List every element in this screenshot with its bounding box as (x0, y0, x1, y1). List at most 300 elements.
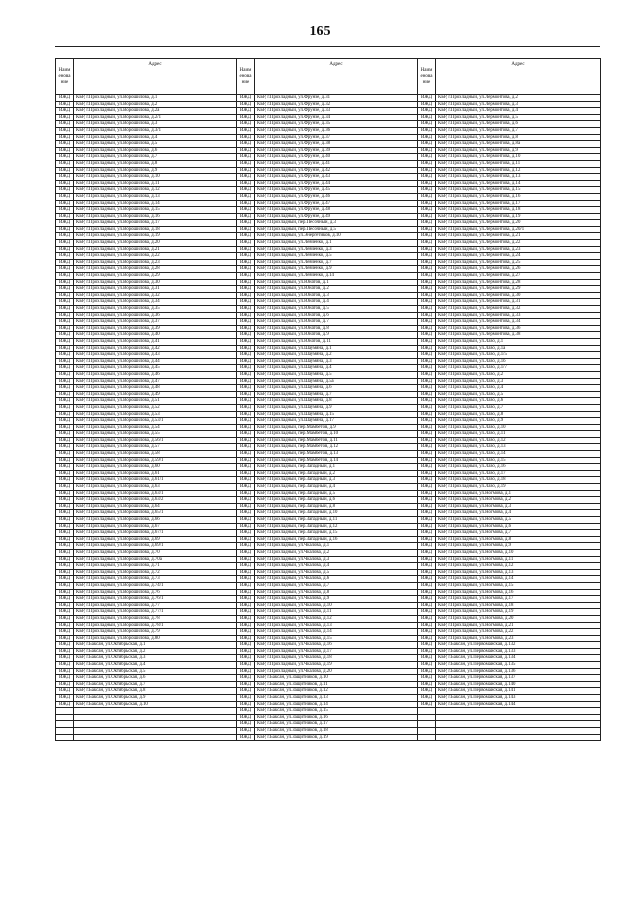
type-cell: ИЖД (237, 207, 255, 214)
address-cell: КБР, г.Прохладный, ул.Лермонтова, д.4 (436, 108, 601, 115)
address-cell: КБР, г.Прохладный, ул.Лазо, д.13 (436, 444, 601, 451)
address-cell: КБР, г.Баксан, ул.Защитников, д.14 (255, 701, 418, 708)
type-cell: ИЖД (56, 536, 74, 543)
type-cell: ИЖД (418, 121, 436, 128)
type-cell (418, 728, 436, 735)
table-row (56, 589, 601, 596)
address-cell: КБР, г.Прохладный, ул.Лазо, д.1 (436, 338, 601, 345)
address-cell: КБР, г.Прохладный, ул.Ворошилова, д.5 (74, 141, 237, 148)
address-header-2: Адрес (255, 59, 418, 95)
type-cell: ИЖД (56, 180, 74, 187)
address-cell: КБР, г.Прохладный, пер.Западный, д.11 (255, 517, 418, 524)
address-cell: КБР, г.Прохладный, ул.Лермонтова, д.31 (436, 299, 601, 306)
table-row (56, 609, 601, 616)
address-cell: КБР, г.Прохладный, ул.Лермонтова, д.13 (436, 174, 601, 181)
address-cell: КБР, г.Баксан, ул.Первомайская, д.141 (436, 688, 601, 695)
address-cell: КБР, г.Баксан, ул.Защитников, д.12 (255, 688, 418, 695)
address-cell: КБР, г.Прохладный, ул.Ногмова, д.1 (436, 490, 601, 497)
type-cell: ИЖД (418, 200, 436, 207)
address-cell: КБР, г.Прохладный, ул.Лермонтова, д.19 (436, 213, 601, 220)
address-cell: КБР, г.Прохладный, ул.Ногмова, д.14 (436, 576, 601, 583)
address-cell: КБР, г.Прохладный, ул.Ворошилова, д.67 (74, 523, 237, 530)
table-row (56, 517, 601, 524)
address-cell: КБР, г.Прохладный, ул.Лазо, д.18 (436, 477, 601, 484)
table-row (56, 497, 601, 504)
type-cell (56, 714, 74, 721)
type-cell: ИЖД (56, 576, 74, 583)
type-cell: ИЖД (56, 543, 74, 550)
table-row (56, 437, 601, 444)
type-cell: ИЖД (418, 523, 436, 530)
address-cell: КБР, г.Прохладный, ул.Ворошилова, д.40 (74, 332, 237, 339)
address-cell: КБР, г.Прохладный, ул.Ворошилова, д.54 (74, 424, 237, 431)
type-cell: ИЖД (237, 484, 255, 491)
address-cell: КБР, г.Баксан, ул.Защитников, д.11 (255, 681, 418, 688)
address-cell (74, 734, 237, 741)
address-cell: КБР, г.Баксан, ул.Первомайская, д.140 (436, 681, 601, 688)
table-row (56, 127, 601, 134)
address-cell: КБР, г.Прохладный, ул.Лермонтова, д.33 (436, 312, 601, 319)
address-cell: КБР, г.Прохладный, ул.Ворошилова, д.49 (74, 391, 237, 398)
address-cell: КБР, г.Прохладный, ул.Ворошилова, д.71 (74, 563, 237, 570)
type-cell: ИЖД (237, 543, 255, 550)
type-cell: ИЖД (237, 114, 255, 121)
address-cell: КБР, г.Прохладный, ул.Ворошилова, д.44 (74, 358, 237, 365)
address-header-3: Адрес (436, 59, 601, 95)
address-cell: КБР, г.Прохладный, ул.Чкалова, д.19 (255, 662, 418, 669)
address-cell: КБР, г.Прохладный, ул.Шаумяна, д.6 (255, 385, 418, 392)
table-row (56, 484, 601, 491)
address-cell: КБР, г.Прохладный, пер.Западный, д.12 (255, 523, 418, 530)
type-cell: ИЖД (56, 134, 74, 141)
address-cell: КБР, г.Прохладный, ул.Ногмова, д.12 (436, 563, 601, 570)
type-cell: ИЖД (237, 160, 255, 167)
address-cell: КБР, г.Баксан, ул.Октябрьская, д.3 (74, 655, 237, 662)
type-cell: ИЖД (237, 213, 255, 220)
table-row (56, 286, 601, 293)
address-cell: КБР, г.Прохладный, ул.Лазо, д.1а (436, 345, 601, 352)
table-row (56, 596, 601, 603)
type-cell: ИЖД (418, 160, 436, 167)
type-cell: ИЖД (237, 582, 255, 589)
type-cell: ИЖД (237, 345, 255, 352)
address-cell: КБР, г.Прохладный, ул.Чкалова, д.14 (255, 629, 418, 636)
table-row (56, 615, 601, 622)
type-cell: ИЖД (56, 503, 74, 510)
type-cell: ИЖД (237, 306, 255, 313)
table-row (56, 622, 601, 629)
address-cell: КБР, г.Прохладный, пер.Мамбетов, д.10 (255, 431, 418, 438)
address-cell: КБР, г.Прохладный, ул.Лермонтова, д.26 (436, 266, 601, 273)
type-cell: ИЖД (237, 167, 255, 174)
address-cell: КБР, г.Баксан, ул.Октябрьская, д.10 (74, 701, 237, 708)
table-row (56, 549, 601, 556)
address-cell: КБР, г.Прохладный, ул.Фрунзе, д.42 (255, 167, 418, 174)
table-row (56, 95, 601, 102)
address-cell: КБР, г.Прохладный, ул.Юнатов, д.5 (255, 306, 418, 313)
table-row (56, 167, 601, 174)
address-cell: КБР, г.Прохладный, ул.Лазо, д.19 (436, 484, 601, 491)
address-cell: КБР, г.Баксан, ул.Защитников, д.16 (255, 714, 418, 721)
address-cell: КБР, г.Прохладный, ул.Лермонтова, д.32 (436, 306, 601, 313)
address-cell: КБР, г.Прохладный, ул.Энергетиков, д.10 (255, 233, 418, 240)
type-cell: ИЖД (237, 338, 255, 345)
table-row (56, 200, 601, 207)
type-cell: ИЖД (237, 391, 255, 398)
type-cell: ИЖД (418, 338, 436, 345)
type-cell: ИЖД (56, 411, 74, 418)
address-cell: КБР, г.Баксан, ул.Защитников, д.15 (255, 708, 418, 715)
type-cell: ИЖД (56, 444, 74, 451)
address-cell: КБР, г.Прохладный, ул.Лазо, д.14 (436, 451, 601, 458)
type-cell: ИЖД (56, 207, 74, 214)
address-cell: КБР, г.Прохладный, ул.Фрунзе, д.32 (255, 101, 418, 108)
type-cell: ИЖД (418, 147, 436, 154)
type-cell: ИЖД (237, 220, 255, 227)
address-cell: КБР, г.Прохладный, ул.Лазо, д.1/5 (436, 352, 601, 359)
table-row (56, 299, 601, 306)
address-cell: КБР, г.Прохладный, ул.Фрунзе, д.38 (255, 141, 418, 148)
type-cell: ИЖД (56, 464, 74, 471)
type-cell: ИЖД (418, 668, 436, 675)
address-header-1: Адрес (74, 59, 237, 95)
address-cell: КБР, г.Прохладный, ул.Юнатов, д.4 (255, 299, 418, 306)
address-cell: КБР, г.Прохладный, ул.Лермонтова, д.30 (436, 292, 601, 299)
address-cell: КБР, г.Прохладный, ул.Юнатов, д.3 (255, 292, 418, 299)
address-cell: КБР, г.Прохладный, ул.Лермонтова, д.28 (436, 279, 601, 286)
address-cell (74, 728, 237, 735)
table-row (56, 213, 601, 220)
address-cell: КБР, г.Прохладный, ул.Ногмова, д.5 (436, 517, 601, 524)
type-cell: ИЖД (237, 629, 255, 636)
address-cell: КБР, г.Прохладный, ул.Лермонтова, д.18 (436, 207, 601, 214)
address-cell: КБР, г.Прохладный, ул.Лермонтова, д.15 (436, 187, 601, 194)
address-cell: КБР, г.Прохладный, ул.Ворошилова, д.4 (74, 134, 237, 141)
type-cell: ИЖД (56, 345, 74, 352)
type-cell: ИЖД (418, 352, 436, 359)
type-cell: ИЖД (418, 444, 436, 451)
type-cell: ИЖД (418, 127, 436, 134)
address-cell: КБР, г.Прохладный, ул.Ворошилова, д.76/1 (74, 596, 237, 603)
table-row (56, 220, 601, 227)
table-row (56, 431, 601, 438)
type-cell: ИЖД (237, 437, 255, 444)
address-cell: КБР, г.Баксан, ул.Защитников, д.19 (255, 734, 418, 741)
type-cell: ИЖД (56, 266, 74, 273)
type-cell: ИЖД (56, 114, 74, 121)
address-cell: КБР, г.Прохладный, ул.Ногмова, д.17 (436, 596, 601, 603)
type-cell: ИЖД (418, 576, 436, 583)
address-cell: КБР, г.Прохладный, ул.Лермонтова, д.14 (436, 180, 601, 187)
type-cell: ИЖД (56, 141, 74, 148)
address-cell: КБР, г.Прохладный, ул.Ногмова, д.18 (436, 602, 601, 609)
table-row (56, 523, 601, 530)
type-cell: ИЖД (418, 497, 436, 504)
type-cell: ИЖД (418, 543, 436, 550)
type-cell: ИЖД (237, 569, 255, 576)
address-cell: КБР, г.Прохладный, ул.Юнатов, д.2 (255, 286, 418, 293)
address-cell: КБР, г.Прохладный, ул.Лермонтова, д.9 (436, 147, 601, 154)
table-row (56, 695, 601, 702)
address-cell: КБР, г.Прохладный, ул.Левченко, д.7 (255, 259, 418, 266)
type-cell: ИЖД (56, 167, 74, 174)
address-cell: КБР, г.Баксан, ул.Первомайская, д.143 (436, 695, 601, 702)
type-cell: ИЖД (56, 127, 74, 134)
type-cell (56, 708, 74, 715)
type-cell: ИЖД (237, 286, 255, 293)
table-row (56, 629, 601, 636)
address-cell: КБР, г.Прохладный, ул.Ногмова, д.15 (436, 582, 601, 589)
address-cell: КБР, г.Прохладный, ул.Ворошилова, д.14 (74, 200, 237, 207)
address-cell: КБР, г.Прохладный, ул.Лермонтова, д.29 (436, 286, 601, 293)
address-cell: КБР, г.Прохладный, ул.Лазо, д.4 (436, 385, 601, 392)
type-cell: ИЖД (237, 510, 255, 517)
type-cell: ИЖД (418, 563, 436, 570)
type-cell: ИЖД (237, 431, 255, 438)
table-row (56, 154, 601, 161)
type-header-1: Наим енова ние (56, 59, 74, 95)
type-cell: ИЖД (418, 635, 436, 642)
table-row (56, 332, 601, 339)
type-cell: ИЖД (56, 385, 74, 392)
address-cell: КБР, г.Прохладный, ул.Ворошилова, д.63/2 (74, 497, 237, 504)
address-cell: КБР, г.Прохладный, пер.Западный, д.15 (255, 530, 418, 537)
type-cell: ИЖД (56, 240, 74, 247)
address-cell: КБР, г.Прохладный, ул.Шаумяна, д.2 (255, 352, 418, 359)
address-cell (436, 721, 601, 728)
type-cell: ИЖД (237, 127, 255, 134)
address-cell: КБР, г.Прохладный, ул.Лермонтова, д.25 (436, 259, 601, 266)
table-row (56, 345, 601, 352)
type-cell: ИЖД (418, 95, 436, 102)
type-cell: ИЖД (56, 477, 74, 484)
type-cell: ИЖД (56, 470, 74, 477)
address-cell: КБР, г.Прохладный, ул.Чкалова, д.16 (255, 642, 418, 649)
address-cell: КБР, г.Баксан, ул.Защитников, д.18 (255, 728, 418, 735)
table-row (56, 273, 601, 280)
address-cell: КБР, г.Прохладный, ул.Ворошилова, д.31 (74, 286, 237, 293)
type-cell: ИЖД (237, 95, 255, 102)
address-cell: КБР, г.Прохладный, ул.Ворошилова, д.16 (74, 213, 237, 220)
address-cell: КБР, г.Прохладный, ул.Лермонтова, д.36 (436, 325, 601, 332)
address-cell: КБР, г.Прохладный, ул.Лермонтова, д.20/1 (436, 226, 601, 233)
type-cell: ИЖД (56, 306, 74, 313)
type-cell: ИЖД (237, 332, 255, 339)
type-cell: ИЖД (237, 602, 255, 609)
table-row (56, 503, 601, 510)
type-cell: ИЖД (418, 259, 436, 266)
address-cell: КБР, г.Прохладный, пер.Западный, д.1 (255, 464, 418, 471)
type-cell: ИЖД (418, 642, 436, 649)
type-cell: ИЖД (237, 398, 255, 405)
address-cell: КБР, г.Прохладный, ул.Лермонтова, д.21 (436, 233, 601, 240)
type-cell: ИЖД (56, 431, 74, 438)
type-cell: ИЖД (56, 602, 74, 609)
address-cell: КБР, г.Прохладный, ул.Ворошилова, д.12 (74, 187, 237, 194)
table-row (56, 114, 601, 121)
address-cell: КБР, г.Прохладный, ул.Ногмова, д.11 (436, 556, 601, 563)
type-cell: ИЖД (56, 352, 74, 359)
type-cell: ИЖД (418, 655, 436, 662)
type-cell: ИЖД (56, 391, 74, 398)
table-row (56, 688, 601, 695)
address-cell: КБР, г.Прохладный, ул.Лазо, д.10 (436, 424, 601, 431)
address-cell: КБР, г.Прохладный, ул.Чкалова, д.17 (255, 648, 418, 655)
type-cell: ИЖД (56, 418, 74, 425)
address-cell: КБР, г.Прохладный, ул.Ногмова, д.3 (436, 503, 601, 510)
type-cell: ИЖД (56, 358, 74, 365)
table-row (56, 147, 601, 154)
type-cell: ИЖД (237, 464, 255, 471)
table-row (56, 266, 601, 273)
type-cell: ИЖД (237, 134, 255, 141)
table-row (56, 226, 601, 233)
address-cell: КБР, г.Прохладный, ул.Лазо, д.11 (436, 431, 601, 438)
type-cell: ИЖД (56, 312, 74, 319)
type-cell: ИЖД (56, 642, 74, 649)
address-cell: КБР, г.Баксан, ул.Октябрьская, д.7 (74, 681, 237, 688)
type-cell: ИЖД (56, 655, 74, 662)
type-cell: ИЖД (56, 101, 74, 108)
address-cell: КБР, г.Прохладный, ул.Ворошилова, д.61 (74, 470, 237, 477)
type-cell: ИЖД (418, 371, 436, 378)
type-cell: ИЖД (56, 517, 74, 524)
address-cell (74, 721, 237, 728)
type-cell: ИЖД (56, 187, 74, 194)
table-row (56, 714, 601, 721)
type-cell: ИЖД (418, 701, 436, 708)
type-cell: ИЖД (418, 391, 436, 398)
address-cell: КБР, г.Прохладный, ул.Фрунзе, д.37 (255, 134, 418, 141)
type-cell (418, 708, 436, 715)
table-row (56, 675, 601, 682)
type-cell: ИЖД (237, 470, 255, 477)
type-cell: ИЖД (237, 226, 255, 233)
address-cell: КБР, г.Прохладный, ул.Ворошилова, д.78/1 (74, 622, 237, 629)
table-row (56, 582, 601, 589)
type-cell: ИЖД (237, 622, 255, 629)
table-row (56, 668, 601, 675)
type-cell: ИЖД (418, 312, 436, 319)
type-cell: ИЖД (56, 622, 74, 629)
type-cell: ИЖД (237, 246, 255, 253)
address-cell: КБР, г.Прохладный, ул.Левченко, д.1 (255, 240, 418, 247)
type-cell: ИЖД (418, 141, 436, 148)
type-cell: ИЖД (237, 556, 255, 563)
type-cell: ИЖД (418, 365, 436, 372)
address-cell: КБР, г.Баксан, ул.Октябрьская, д.2 (74, 648, 237, 655)
type-cell: ИЖД (237, 609, 255, 616)
address-cell: КБР, г.Прохладный, ул.Ворошилова, д.74/1 (74, 582, 237, 589)
address-cell: КБР, г.Прохладный, ул.Фрунзе, д.31 (255, 95, 418, 102)
address-cell: КБР, г.Прохладный, ул.Чкалова, д.10 (255, 602, 418, 609)
type-cell: ИЖД (237, 180, 255, 187)
address-cell: КБР, г.Прохладный, ул.Чкалова, д.5 (255, 569, 418, 576)
type-cell: ИЖД (237, 701, 255, 708)
table-row (56, 134, 601, 141)
type-cell: ИЖД (237, 497, 255, 504)
type-cell: ИЖД (56, 695, 74, 702)
table-row (56, 563, 601, 570)
type-cell: ИЖД (56, 108, 74, 115)
type-cell: ИЖД (56, 213, 74, 220)
address-cell: КБР, г.Прохладный, ул.Ворошилова, д.7 (74, 154, 237, 161)
type-cell: ИЖД (56, 253, 74, 260)
type-cell: ИЖД (56, 246, 74, 253)
type-cell: ИЖД (56, 398, 74, 405)
type-cell: ИЖД (418, 220, 436, 227)
table-row (56, 576, 601, 583)
type-cell: ИЖД (418, 589, 436, 596)
type-cell: ИЖД (237, 681, 255, 688)
address-cell: КБР, г.Баксан, ул.Октябрьская, д.6 (74, 675, 237, 682)
table-row (56, 655, 601, 662)
table-row (56, 536, 601, 543)
address-cell: КБР, г.Прохладный, пер.Мамбетов, д.14 (255, 457, 418, 464)
address-cell: КБР, г.Прохладный, ул.Лермонтова, д.3 (436, 101, 601, 108)
address-cell: КБР, г.Прохладный, ул.Ворошилова, д.53/1 (74, 418, 237, 425)
type-cell: ИЖД (56, 569, 74, 576)
type-cell: ИЖД (56, 95, 74, 102)
address-cell: КБР, г.Прохладный, ул.Ворошилова, д.59/1 (74, 457, 237, 464)
address-cell: КБР, г.Прохладный, ул.Юнатов, д.6 (255, 312, 418, 319)
type-cell: ИЖД (237, 121, 255, 128)
type-cell: ИЖД (418, 695, 436, 702)
address-cell: КБР, г.Прохладный, пер.Западный, д.4 (255, 484, 418, 491)
type-cell: ИЖД (237, 273, 255, 280)
address-cell: КБР, г.Прохладный, ул.Ворошилова, д.10 (74, 174, 237, 181)
type-cell: ИЖД (237, 193, 255, 200)
type-cell: ИЖД (418, 319, 436, 326)
address-cell: КБР, г.Баксан, ул.Защитников, д.10 (255, 675, 418, 682)
table-row (56, 391, 601, 398)
address-cell: КБР, г.Прохладный, ул.Чкалова, д.15 (255, 635, 418, 642)
address-cell: КБР, г.Прохладный, ул.Лазо, д.6 (436, 398, 601, 405)
address-cell: КБР, г.Прохладный, ул.Ногмова, д.2 (436, 497, 601, 504)
address-cell: КБР, г.Прохладный, ул.Лазо, д.8 (436, 411, 601, 418)
address-cell: КБР, г.Прохладный, ул.Ворошилова, д.34 (74, 299, 237, 306)
address-cell: КБР, г.Баксан, ул.Октябрьская, д.8 (74, 688, 237, 695)
address-cell: КБР, г.Прохладный, ул.Ворошилова, д.78 (74, 615, 237, 622)
type-cell: ИЖД (418, 187, 436, 194)
table-row (56, 141, 601, 148)
address-cell: КБР, г.Баксан, ул.Октябрьская, д.9 (74, 695, 237, 702)
type-cell: ИЖД (237, 279, 255, 286)
type-cell: ИЖД (56, 668, 74, 675)
address-cell: КБР, г.Прохладный, ул.Ворошилова, д.70 (74, 549, 237, 556)
type-cell: ИЖД (418, 154, 436, 161)
type-cell: ИЖД (237, 642, 255, 649)
type-header-2: Наим енова ние (237, 59, 255, 95)
address-cell: КБР, г.Прохладный, ул.Чкалова, д.18 (255, 655, 418, 662)
address-cell: КБР, г.Прохладный, ул.Фрунзе, д.49 (255, 213, 418, 220)
address-cell: КБР, г.Прохладный, ул.Шаумяна, д.4 (255, 365, 418, 372)
type-cell: ИЖД (418, 582, 436, 589)
type-cell: ИЖД (418, 615, 436, 622)
address-cell: КБР, г.Баксан, ул.Защитников, д.17 (255, 721, 418, 728)
table-row (56, 193, 601, 200)
type-cell: ИЖД (56, 226, 74, 233)
type-cell: ИЖД (237, 734, 255, 741)
table-row (56, 708, 601, 715)
address-cell: КБР, г.Прохладный, ул.Чкалова, д.7 (255, 582, 418, 589)
address-cell: КБР, г.Прохладный, ул.Ворошилова, д.65/1 (74, 510, 237, 517)
table-row (56, 681, 601, 688)
address-cell: КБР, г.Прохладный, ул.Ворошилова, д.18 (74, 226, 237, 233)
address-cell: КБР, г.Прохладный, ул.Шаумяна, д.5а (255, 378, 418, 385)
type-cell: ИЖД (418, 569, 436, 576)
address-cell: КБР, г.Прохладный, ул.Фрунзе, д.44 (255, 180, 418, 187)
